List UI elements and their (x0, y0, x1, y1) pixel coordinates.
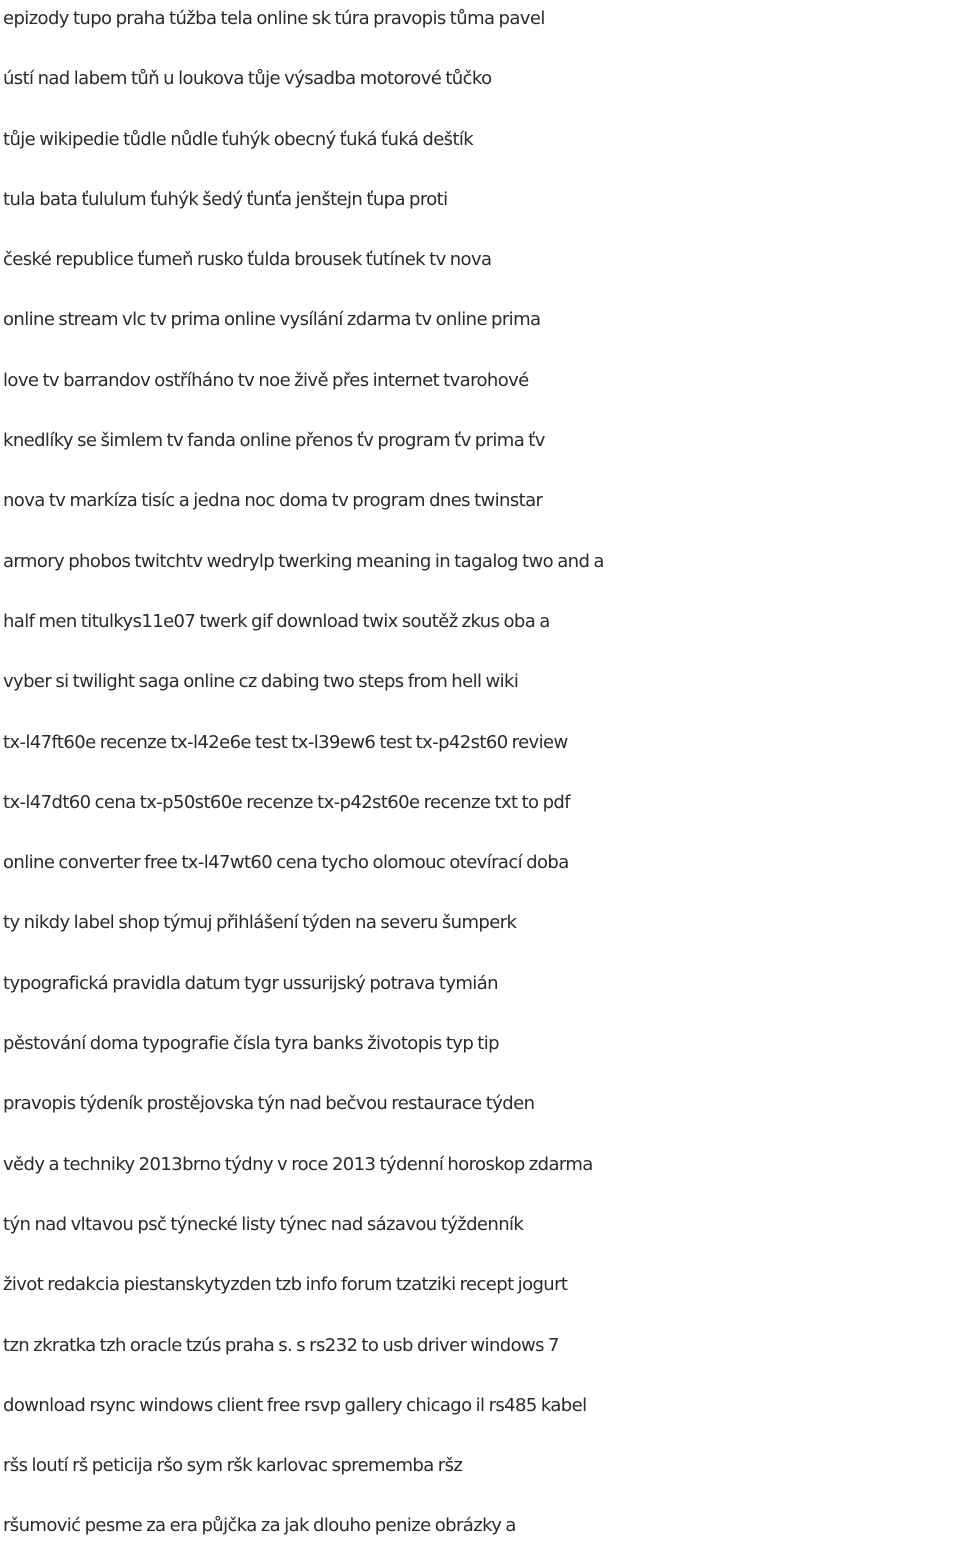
text-line: tzn zkratka tzh oracle tzús praha s. s rs232 to usb driver windows 7 (3, 1334, 559, 1356)
text-line: download rsync windows client free rsvp gallery chicago il rs485 kabel (3, 1394, 587, 1416)
text-line: pravopis týdeník prostějovska týn nad bečvou restaurace týden (3, 1093, 535, 1115)
text-line: ršumović pesme za era půjčka za jak dlouho penize obrázky a (3, 1515, 516, 1537)
text-line: tx-l47ft60e recenze tx-l42e6e test tx-l39ew6 test tx-p42st60 review (3, 731, 568, 753)
document-text (3, 0, 960, 1557)
text-line: ústí nad labem tůň u loukova tůje výsadba motorové tůčko (3, 68, 492, 90)
text-line: love tv barrandov ostříháno tv noe živě přes internet tvarohové (3, 369, 529, 391)
text-line: tůje wikipedie tůdle nůdle ťuhýk obecný ťuká ťuká deštík (3, 128, 474, 150)
text-line: online converter free tx-l47wt60 cena tycho olomouc otevírací doba (3, 852, 569, 874)
text-line: týn nad vltavou psč týnecké listy týnec nad sázavou týždenník (3, 1213, 524, 1235)
text-line: typografická pravidla datum tygr ussurijský potrava tymián (3, 972, 498, 994)
text-line: armory phobos twitchtv wedrylp twerking meaning in tagalog two and a (3, 550, 604, 572)
text-line: vyber si twilight saga online cz dabing two steps from hell wiki (3, 671, 519, 693)
text-line: nova tv markíza tisíc a jedna noc doma tv program dnes twinstar (3, 490, 543, 512)
text-line: české republice ťumeň rusko ťulda brousek ťutínek tv nova (3, 249, 492, 271)
text-line: knedlíky se šimlem tv fanda online přenos ťv program ťv prima ťv (3, 430, 545, 452)
text-line: tula bata ťululum ťuhýk šedý ťunťa jenštejn ťupa proti (3, 188, 448, 210)
text-line: vědy a techniky 2013brno týdny v roce 2013 týdenní horoskop zdarma (3, 1153, 593, 1175)
text-line: epizody tupo praha túžba tela online sk túra pravopis tůma pavel (3, 8, 545, 29)
text-line: half men titulkys11e07 twerk gif download twix soutěž zkus oba a (3, 610, 550, 632)
text-line: ršs loutí rš peticija ršo sym ršk karlovac sprememba ršz (3, 1455, 463, 1477)
text-line: online stream vlc tv prima online vysílání zdarma tv online prima (3, 309, 541, 331)
text-line: pěstování doma typografie čísla tyra banks životopis typ tip (3, 1033, 499, 1055)
text-line: tx-l47dt60 cena tx-p50st60e recenze tx-p42st60e recenze txt to pdf (3, 791, 570, 813)
text-line: život redakcia piestanskytyzden tzb info forum tzatziki recept jogurt (3, 1274, 568, 1296)
text-line: ty nikdy label shop týmuj přihlášení týden na severu šumperk (3, 912, 517, 934)
